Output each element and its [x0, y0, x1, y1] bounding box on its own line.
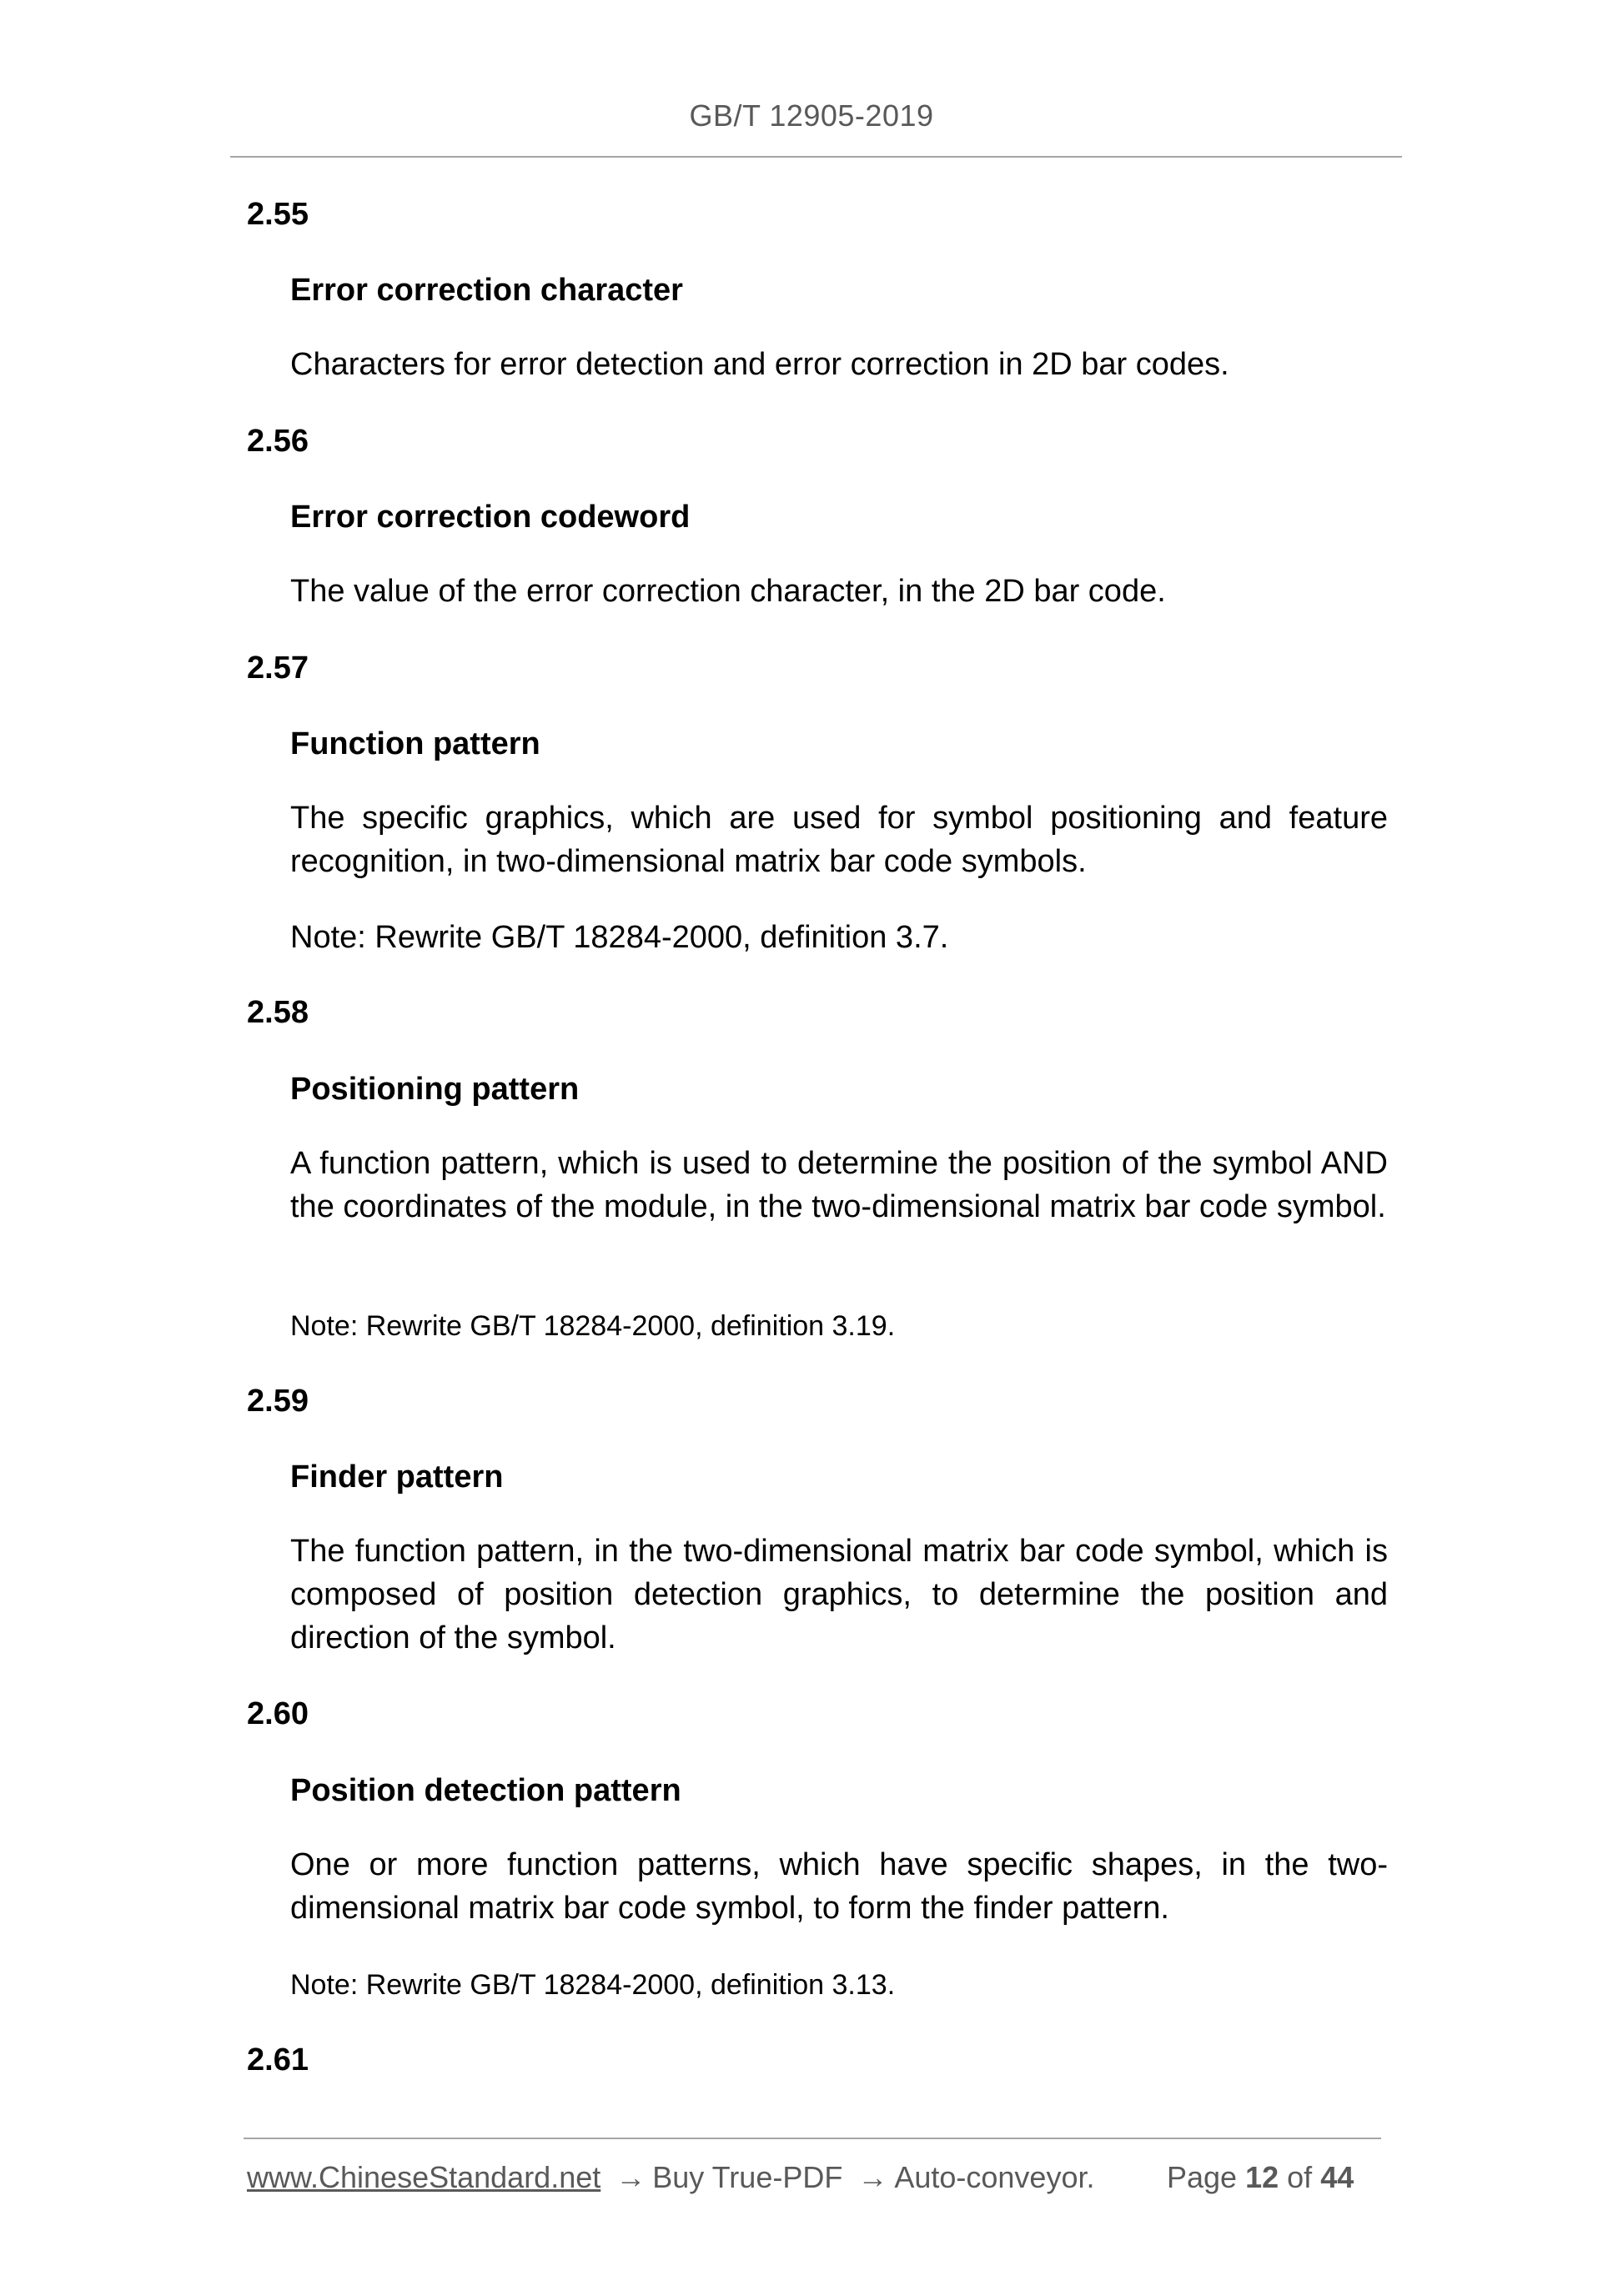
entry-number: 2.60	[247, 1696, 309, 1731]
entry-note: Note: Rewrite GB/T 18284-2000, definition 3.19.	[290, 1310, 896, 1342]
document-header-title: GB/T 12905-2019	[689, 98, 934, 133]
entry-term: Finder pattern	[290, 1459, 504, 1495]
entry-term: Error correction character	[290, 273, 683, 308]
entry-number: 2.58	[247, 995, 309, 1030]
entry-term: Position detection pattern	[290, 1773, 681, 1808]
entry-term: Error correction codeword	[290, 500, 691, 535]
page-label: Page	[1167, 2160, 1238, 2194]
entry-definition: The specific graphics, which are used for symbol positioning and feature recognition, in two-dimensional matrix bar code symbols.	[290, 801, 1388, 879]
page-of-label: of	[1287, 2160, 1313, 2194]
website-link[interactable]: www.ChineseStandard.net	[247, 2160, 601, 2194]
arrow-right-icon: →	[616, 2160, 646, 2194]
buy-true-pdf-text: Buy True-PDF	[652, 2160, 843, 2194]
entry-definition: The function pattern, in the two-dimensional matrix bar code symbol, which is composed of position detection graphics, to determine the position and direction of the symbol.	[290, 1534, 1388, 1655]
page-indicator	[1167, 2160, 1354, 2195]
entry-number: 2.57	[247, 651, 309, 686]
entry-number: 2.61	[247, 2042, 309, 2077]
header-divider	[230, 156, 1402, 158]
entry-number: 2.55	[247, 197, 309, 232]
entry-number: 2.59	[247, 1384, 309, 1419]
entry-definition: One or more function patterns, which have specific shapes, in the two-dimensional matrix bar code symbol, to form the finder pattern.	[290, 1847, 1388, 1926]
entry-note: Note: Rewrite GB/T 18284-2000, definition 3.7.	[290, 920, 949, 955]
entry-definition: The value of the error correction character, in the 2D bar code.	[290, 574, 1166, 609]
entry-term: Positioning pattern	[290, 1072, 580, 1107]
entry-definition: A function pattern, which is used to determine the position of the symbol AND the coordinates of the module, in the two-dimensional matrix bar code symbol.	[290, 1146, 1388, 1224]
entry-definition: Characters for error detection and error correction in 2D bar codes.	[290, 347, 1229, 382]
page-current: 12	[1245, 2160, 1279, 2194]
page-footer	[247, 2160, 1381, 2195]
page-total: 44	[1320, 2160, 1354, 2194]
footer-divider	[244, 2138, 1381, 2139]
entry-term: Function pattern	[290, 726, 540, 761]
entry-note: Note: Rewrite GB/T 18284-2000, definition 3.13.	[290, 1969, 896, 2001]
auto-conveyor-text: Auto-conveyor.	[894, 2160, 1095, 2194]
arrow-right-icon: →	[857, 2160, 888, 2194]
entry-number: 2.56	[247, 424, 309, 459]
